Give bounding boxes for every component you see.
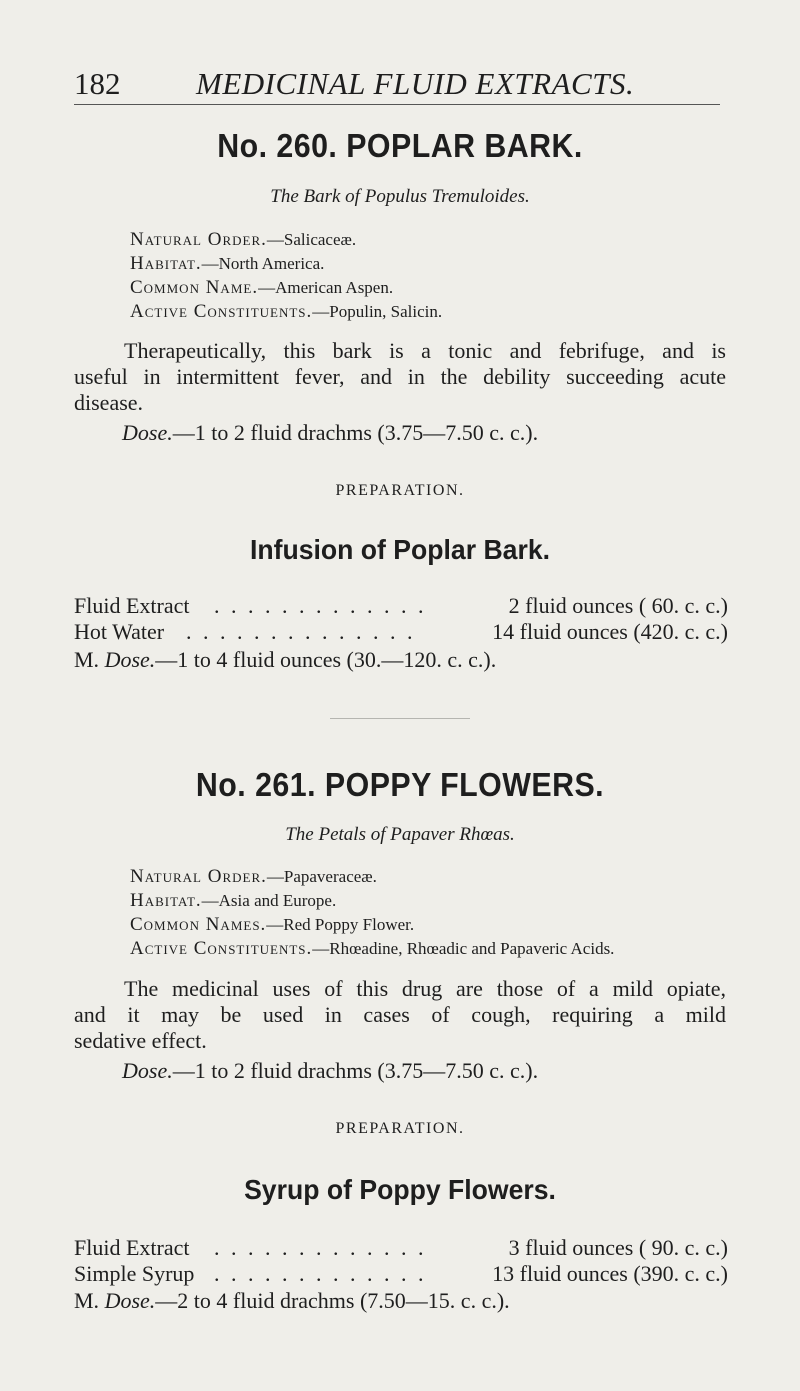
formula-title: Syrup of Poppy Flowers.: [244, 1174, 556, 1205]
dose-label: Dose.: [122, 420, 173, 445]
ingredient-name: Hot Water: [74, 619, 165, 644]
ingredient-quantity: 3 fluid ounces ( 90. c. c.): [508, 1235, 728, 1260]
fact-value: —Papaveraceæ.: [266, 867, 377, 886]
fact-label: Habitat.: [130, 890, 202, 911]
ingredient-name: Fluid Extract: [74, 593, 190, 618]
fact-habitat: [130, 890, 336, 912]
description-line: disease.: [74, 390, 144, 415]
fact-natural-order: [130, 229, 356, 251]
fact-value: —Salicaceæ.: [266, 230, 357, 249]
dose-label: Dose.: [104, 1288, 156, 1313]
fact-label: Natural Order.: [130, 866, 267, 887]
fact-label: Habitat.: [130, 253, 202, 274]
entry-heading: No. 260. POPLAR BARK.: [217, 127, 583, 164]
header-rule: [74, 104, 720, 105]
ingredient-name: Fluid Extract: [74, 1235, 190, 1260]
dot-leader: . . . . . . . . . . . . .: [214, 1261, 427, 1286]
fact-value: —Asia and Europe.: [201, 891, 337, 910]
dose-text: —1 to 2 fluid drachms (3.75—7.50 c. c.).: [172, 1058, 539, 1083]
description-line: useful in intermittent fever, and in the debility succeeding acute: [74, 364, 726, 389]
ingredient-row: [74, 593, 728, 621]
dose-label: Dose.: [122, 1058, 173, 1083]
description-paragraph: [74, 976, 726, 1054]
dose-line: [122, 1058, 538, 1084]
fact-active-constituents: [130, 938, 614, 960]
ingredient-name: Simple Syrup: [74, 1261, 195, 1286]
fact-label: Active Constituents.: [130, 301, 313, 322]
dot-leader: . . . . . . . . . . . . .: [214, 1235, 427, 1260]
fact-value: —Populin, Salicin.: [312, 302, 443, 321]
fact-common-names: [130, 914, 414, 936]
description-line: and it may be used in cases of cough, requiring a mild: [74, 1002, 726, 1027]
dose-label: Dose.: [104, 647, 156, 672]
fact-value: —Red Poppy Flower.: [266, 915, 415, 934]
fact-habitat: [130, 253, 324, 275]
dot-leader: . . . . . . . . . . . . . .: [186, 619, 416, 644]
preparation-label: PREPARATION.: [335, 482, 465, 499]
description-line: sedative effect.: [74, 1028, 207, 1053]
fact-label: Natural Order.: [130, 229, 267, 250]
formula-title: Infusion of Poplar Bark.: [249, 534, 551, 565]
dose-text: —1 to 2 fluid drachms (3.75—7.50 c. c.).: [172, 420, 539, 445]
ingredient-row: [74, 619, 728, 647]
ingredient-quantity: 13 fluid ounces (390. c. c.): [492, 1261, 728, 1286]
dose-line: [122, 420, 538, 446]
description-line: The medicinal uses of this drug are those of a mild opiate,: [124, 976, 726, 1001]
ingredient-row: [74, 1235, 728, 1263]
mix-dose-line: [74, 647, 496, 673]
mix-prefix: M.: [74, 647, 100, 672]
fact-label: Common Name.: [130, 277, 259, 298]
fact-value: —North America.: [201, 254, 325, 273]
page-number: 182: [74, 66, 121, 101]
fact-label: Common Names.: [130, 914, 267, 935]
fact-active-constituents: [130, 301, 442, 323]
entry-subtitle: The Petals of Papaver Rhœas.: [285, 824, 515, 845]
preparation-label: PREPARATION.: [335, 1120, 465, 1137]
mix-prefix: M.: [74, 1288, 100, 1313]
ingredient-quantity: 14 fluid ounces (420. c. c.): [492, 619, 728, 644]
fact-common-name: [130, 277, 393, 299]
mix-dose-line: [74, 1288, 510, 1314]
ingredient-quantity: 2 fluid ounces ( 60. c. c.): [508, 593, 728, 618]
dose-text: —2 to 4 fluid drachms (7.50—15. c. c.).: [155, 1288, 510, 1313]
fact-value: —Rhœadine, Rhœadic and Papaveric Acids.: [312, 939, 615, 958]
entry-heading: No. 261. POPPY FLOWERS.: [195, 766, 605, 803]
fact-natural-order: [130, 866, 377, 888]
description-paragraph: [74, 338, 726, 416]
dot-leader: . . . . . . . . . . . . .: [214, 593, 427, 618]
dose-text: —1 to 4 fluid ounces (30.—120. c. c.).: [155, 647, 497, 672]
fact-value: —American Aspen.: [258, 278, 394, 297]
fact-label: Active Constituents.: [130, 938, 313, 959]
running-title: MEDICINAL FLUID EXTRACTS.: [196, 66, 635, 101]
entry-subtitle: The Bark of Populus Tremuloides.: [270, 186, 530, 207]
ingredient-row: [74, 1261, 728, 1289]
description-line: Therapeutically, this bark is a tonic and febrifuge, and is: [124, 338, 726, 363]
section-divider: [330, 718, 470, 719]
